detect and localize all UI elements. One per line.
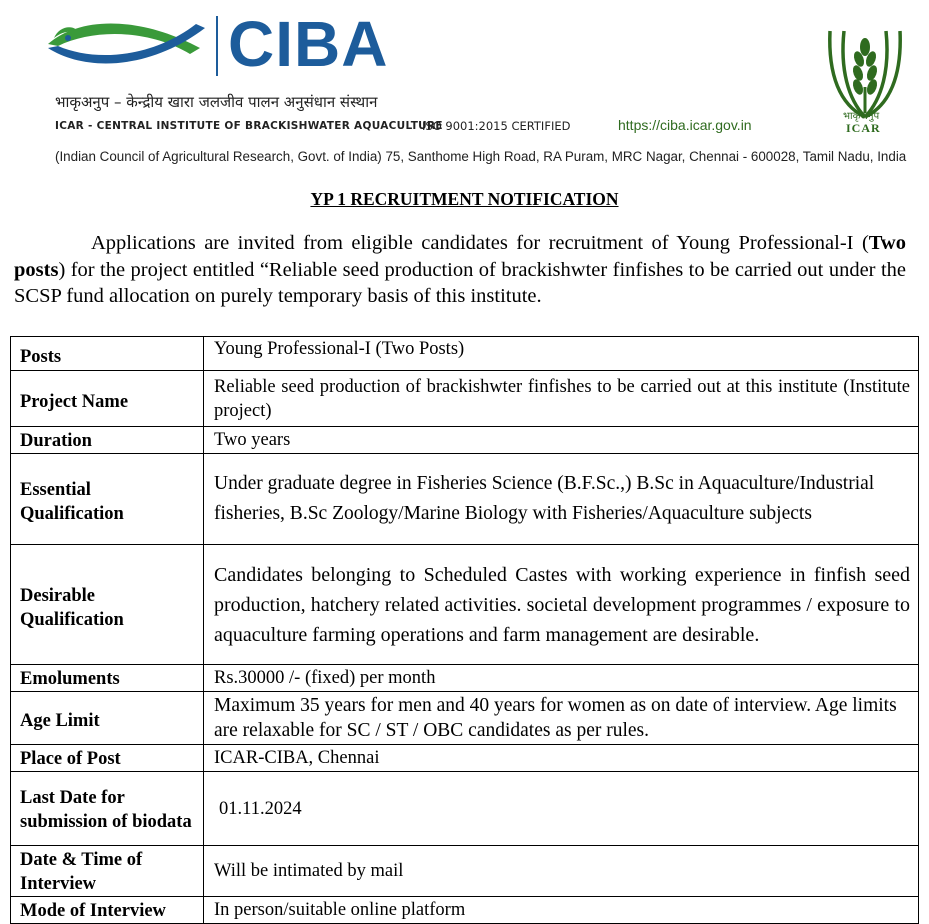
website-link[interactable]: https://ciba.icar.gov.in — [618, 117, 752, 133]
row-value: 01.11.2024 — [204, 772, 919, 846]
table-row-posts — [11, 337, 919, 371]
table-row-duration — [11, 427, 919, 454]
iso-certification: ISO 9001:2015 CERTIFIED — [422, 119, 571, 133]
intro-text-end: ) for the project entitled “Reliable seed production of brackishwter finfishes to be carried out under the SCSP fund allocation on purely temporary basis of this institute. — [14, 258, 906, 307]
row-value: Reliable seed production of brackishwter finfishes to be carried out at this institute (Institute project) — [204, 371, 919, 427]
institute-address: (Indian Council of Agricultural Research, Govt. of India) 75, Santhome High Road, RA Puram, MRC Nagar, Chennai - 600028, Tamil Nadu, India — [55, 149, 907, 164]
table-row-desirable-qualification — [11, 545, 919, 665]
table-row-essential-qualification — [11, 454, 919, 545]
table-row-interview-date — [11, 846, 919, 897]
row-value: ICAR-CIBA, Chennai — [204, 745, 919, 772]
row-label: Mode of Interview — [11, 897, 204, 924]
row-label: Place of Post — [11, 745, 204, 772]
icar-hindi-label: भाकृअनुप — [843, 111, 880, 122]
table-row-interview-mode — [11, 897, 919, 924]
table-row-project-name — [11, 371, 919, 427]
row-value: Under graduate degree in Fisheries Science (B.F.Sc.,) B.Sc in Aquaculture/Industrial fisheries, B.Sc Zoology/Marine Biology with Fisheries/Aquaculture subjects — [204, 454, 919, 545]
intro-text-start: Applications are invited from eligible candidates for recruitment of Young Professional-I ( — [91, 232, 869, 254]
row-value: Young Professional-I (Two Posts) — [204, 337, 919, 371]
intro-text-bold: Two posts — [14, 232, 906, 281]
institute-english-name: ICAR - CENTRAL INSTITUTE OF BRACKISHWATER AQUACULTURE — [55, 120, 443, 132]
row-label: Essential Qualification — [11, 454, 204, 545]
row-label: Age Limit — [11, 692, 204, 745]
recruitment-details-table — [10, 336, 919, 924]
letterhead — [0, 0, 929, 175]
row-value: Rs.30000 /- (fixed) per month — [204, 665, 919, 692]
row-value: Will be intimated by mail — [204, 846, 919, 897]
logo-divider — [216, 16, 218, 76]
table-row-age-limit — [11, 692, 919, 745]
brand-name: CIBA — [228, 8, 389, 80]
icar-label: ICAR — [846, 121, 881, 135]
intro-paragraph — [14, 230, 906, 310]
row-label: Desirable Qualification — [11, 545, 204, 665]
table-row-place-of-post — [11, 745, 919, 772]
row-value: Maximum 35 years for men and 40 years for women as on date of interview. Age limits are relaxable for SC / ST / OBC candidates as per rules. — [204, 692, 919, 745]
ciba-fish-logo — [40, 14, 210, 74]
table-row-last-date — [11, 772, 919, 846]
table-row-emoluments — [11, 665, 919, 692]
row-label: Posts — [11, 337, 204, 371]
row-value: In person/suitable online platform — [204, 897, 919, 924]
row-label: Last Date for submission of biodata — [11, 772, 204, 846]
notification-title: YP 1 RECRUITMENT NOTIFICATION — [310, 189, 619, 209]
row-value: Candidates belonging to Scheduled Castes with working experience in finfish seed production, hatchery related activities. societal development programmes / exposure to aquaculture farming operations and farm management are desirable. — [204, 545, 919, 665]
institute-hindi-name: भाकृअनुप – केन्द्रीय खारा जलजीव पालन अनुसंधान संस्थान — [55, 93, 378, 111]
row-label: Emoluments — [11, 665, 204, 692]
row-label: Date & Time of Interview — [11, 846, 204, 897]
row-label: Project Name — [11, 371, 204, 427]
row-value: Two years — [204, 427, 919, 454]
row-label: Duration — [11, 427, 204, 454]
